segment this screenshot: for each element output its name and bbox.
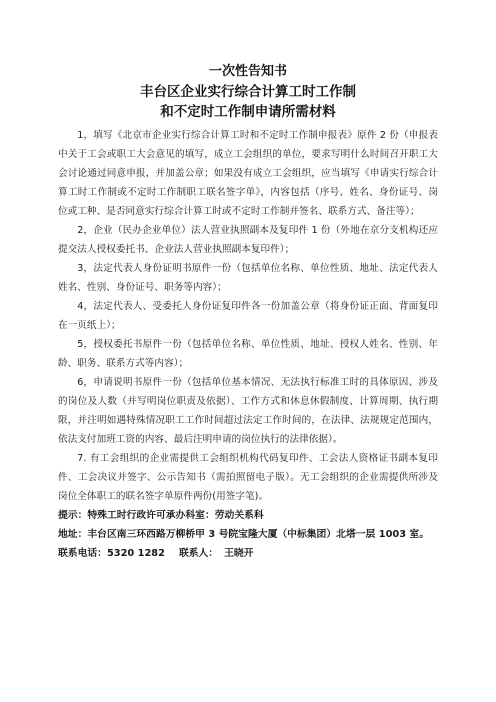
contact-phone: 联系电话：5320 1282 <box>58 548 165 559</box>
requirements-list <box>58 126 438 506</box>
requirement-item-2: 2，企业（民办企业单位）法人营业执照副本及复印件 1 份（外地在京分支机构还应提交法人授权委托书、企业法人营业执照副本复印件）； <box>58 225 438 255</box>
contact-line <box>58 544 438 563</box>
requirement-item-6: 6，申请说明书原件一份（包括单位基本情况、无法执行标准工时的具体原因、涉及的岗位及人数（并写明岗位职责及依据）、工作方式和休息休假制度、计算周期、执行期限，并注明如遇特殊情况职工工作时间超过法定工作时间的，在法律、法规规定范围内，依法支付加班工资的内容、最后注明申请的岗位执行的法律依据）。 <box>58 377 438 445</box>
requirement-item-4: 4，法定代表人、受委托人身份证复印件各一份加盖公章（将身份证正面、背面复印在一页纸上）； <box>58 301 438 331</box>
requirement-item-7: 7. 有工会组织的企业需提供工会组织机构代码复印件、工会法人资格证书副本复印件、工会决议并签字、公示告知书（需拍照留电子版）。无工会组织的企业需提供所涉及岗位全体职工的联名签字单原件两份(用签字笔)。 <box>58 453 438 502</box>
office-address: 地址：丰台区南三环西路万柳桥甲 3 号院宝隆大厦（中标集团）北塔一层 1003 室。 <box>58 529 430 540</box>
document-title-line-1: 丰台区企业实行综合计算工时工作制 <box>140 84 356 100</box>
notice-heading: 一次性告知书 <box>208 64 287 79</box>
document-page <box>58 62 438 563</box>
document-title-line-2: 和不定时工作制申请所需材料 <box>160 104 336 120</box>
contact-footer <box>58 506 438 563</box>
requirement-item-5: 5，授权委托书原件一份（包括单位名称、单位性质、地址、授权人姓名、性别、年龄、职务、联系方式等内容）； <box>58 339 438 369</box>
office-tip: 提示：特殊工时行政许可承办科室：劳动关系科 <box>58 510 264 521</box>
contact-person-name: 王晓开 <box>224 548 254 559</box>
requirement-item-3: 3，法定代表人身份证明书原件一份（包括单位名称、单位性质、地址、法定代表人姓名、性别、身份证号、职务等内容）； <box>58 263 438 293</box>
contact-person-label: 联系人： <box>178 548 219 559</box>
requirement-item-1: 1，填写《北京市企业实行综合计算工时和不定时工作制申报表》原件 2 份（申报表中关于工会或职工大会意见的填写，成立工会组织的单位，要求写明什么时间召开职工大会讨论通过同意申报，并加盖公章；如果没有成立工会组织，应当填写《申请实行综合计算工时工作制或不定时工作制职工联名签字单》，内容包括（序号、姓名、身份证号、岗位或工种、是否同意实行综合计算工时或不定时工作制并签名、联系方式、备注等）； <box>58 130 438 217</box>
